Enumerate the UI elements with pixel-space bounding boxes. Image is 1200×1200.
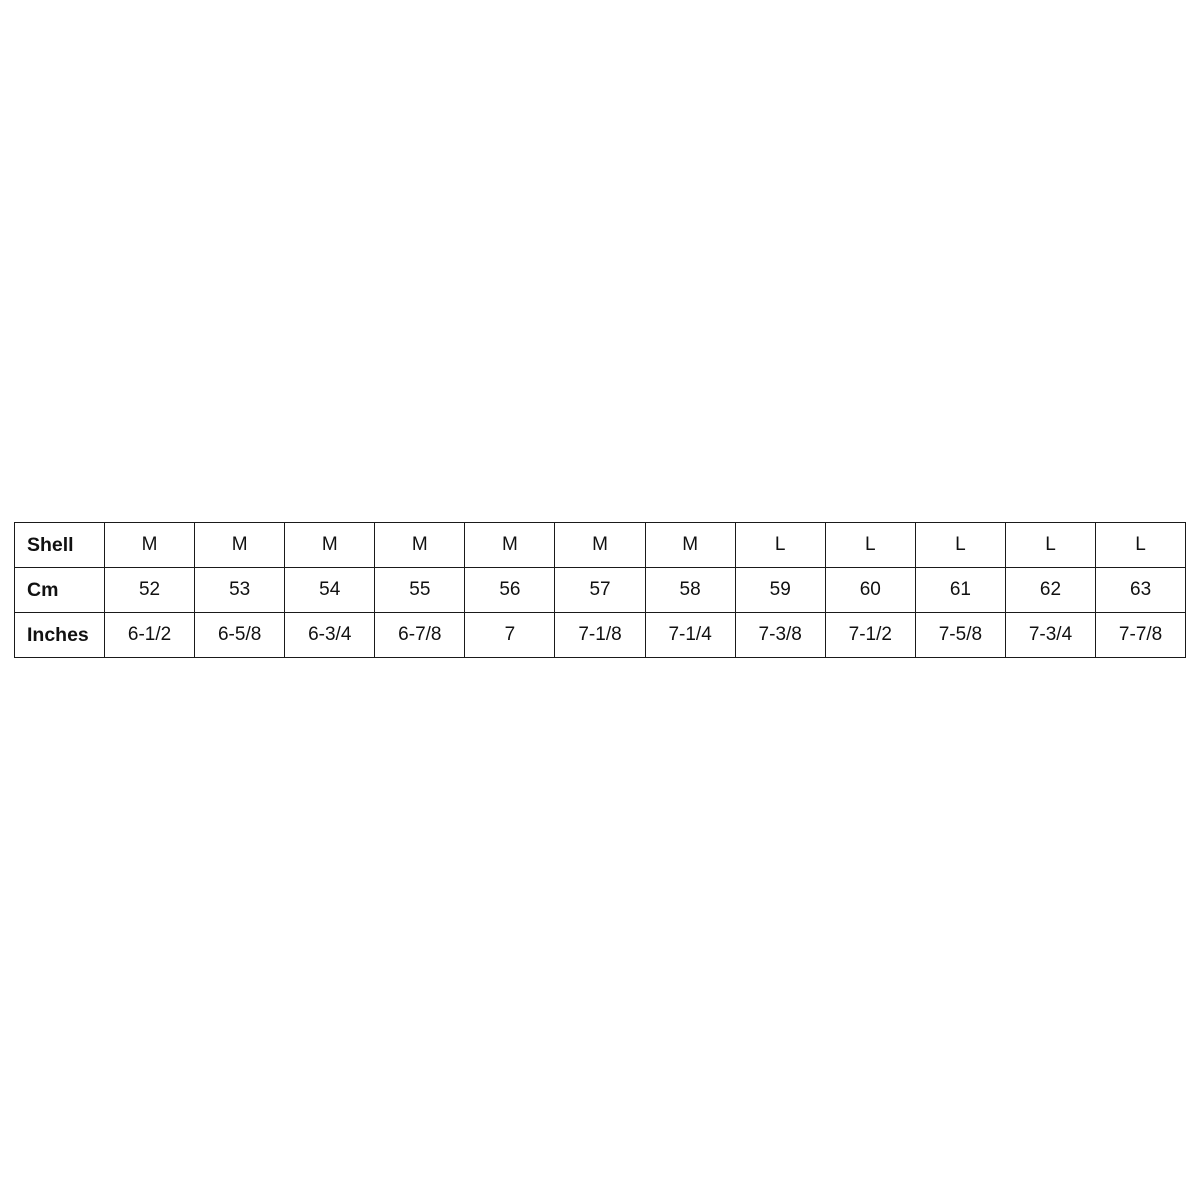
cell-cm-4: 56 bbox=[465, 568, 555, 613]
cell-shell-3: M bbox=[375, 523, 465, 568]
cell-cm-11: 63 bbox=[1096, 568, 1186, 613]
cell-cm-9: 61 bbox=[915, 568, 1005, 613]
cell-inches-3: 6-7/8 bbox=[375, 613, 465, 658]
cell-inches-2: 6-3/4 bbox=[285, 613, 375, 658]
cell-shell-11: L bbox=[1096, 523, 1186, 568]
row-label-shell: Shell bbox=[15, 523, 105, 568]
cell-shell-9: L bbox=[915, 523, 1005, 568]
cell-inches-11: 7-7/8 bbox=[1096, 613, 1186, 658]
cell-shell-10: L bbox=[1005, 523, 1095, 568]
cell-cm-3: 55 bbox=[375, 568, 465, 613]
cell-cm-1: 53 bbox=[195, 568, 285, 613]
row-label-inches: Inches bbox=[15, 613, 105, 658]
table-row bbox=[15, 523, 1186, 568]
cell-shell-0: M bbox=[105, 523, 195, 568]
cell-shell-8: L bbox=[825, 523, 915, 568]
cell-shell-2: M bbox=[285, 523, 375, 568]
table-row bbox=[15, 568, 1186, 613]
cell-cm-2: 54 bbox=[285, 568, 375, 613]
cell-shell-4: M bbox=[465, 523, 555, 568]
cell-inches-8: 7-1/2 bbox=[825, 613, 915, 658]
cell-cm-10: 62 bbox=[1005, 568, 1095, 613]
cell-inches-0: 6-1/2 bbox=[105, 613, 195, 658]
cell-inches-5: 7-1/8 bbox=[555, 613, 645, 658]
cell-cm-5: 57 bbox=[555, 568, 645, 613]
row-label-cm: Cm bbox=[15, 568, 105, 613]
cell-inches-4: 7 bbox=[465, 613, 555, 658]
cell-inches-9: 7-5/8 bbox=[915, 613, 1005, 658]
cell-inches-10: 7-3/4 bbox=[1005, 613, 1095, 658]
cell-shell-6: M bbox=[645, 523, 735, 568]
cell-shell-7: L bbox=[735, 523, 825, 568]
cell-inches-7: 7-3/8 bbox=[735, 613, 825, 658]
cell-cm-8: 60 bbox=[825, 568, 915, 613]
table-row bbox=[15, 613, 1186, 658]
cell-shell-1: M bbox=[195, 523, 285, 568]
cell-cm-6: 58 bbox=[645, 568, 735, 613]
size-chart-container bbox=[14, 522, 1186, 658]
cell-cm-7: 59 bbox=[735, 568, 825, 613]
cell-shell-5: M bbox=[555, 523, 645, 568]
cell-inches-1: 6-5/8 bbox=[195, 613, 285, 658]
cell-inches-6: 7-1/4 bbox=[645, 613, 735, 658]
size-chart-table bbox=[14, 522, 1186, 658]
cell-cm-0: 52 bbox=[105, 568, 195, 613]
